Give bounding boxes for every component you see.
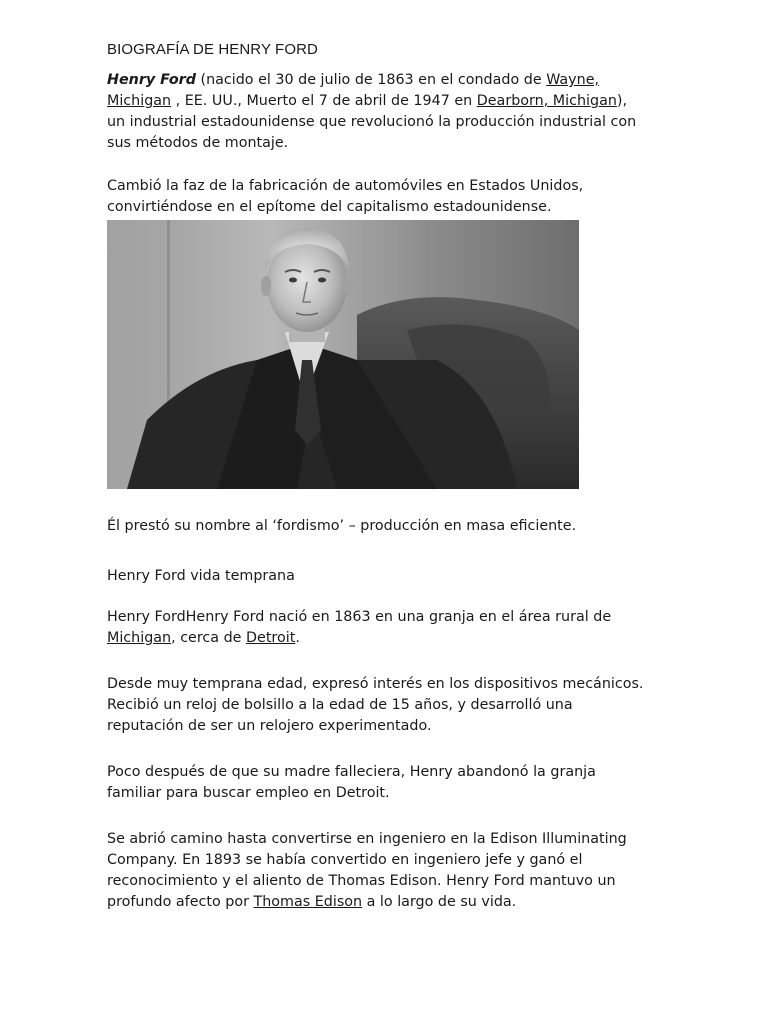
intro-paragraph	[107, 70, 647, 154]
section-heading-early-life: Henry Ford vida temprana	[107, 568, 295, 584]
link-thomas-edison[interactable]: Thomas Edison	[253, 894, 363, 910]
edison-text-2: a lo largo de su vida.	[362, 894, 517, 910]
paragraph-automobile: Cambió la faz de la fabricación de automóviles en Estados Unidos, convirtiéndose en el epítome del capitalismo estadounidense.	[107, 178, 584, 215]
birth-text-1: Henry FordHenry Ford nació en 1863 en una granja en el área rural de	[107, 609, 612, 625]
document-title: BIOGRAFÍA DE HENRY FORD	[107, 41, 318, 58]
subject-name: Henry Ford	[107, 72, 196, 88]
henry-ford-portrait	[107, 220, 579, 489]
paragraph-edison-company	[107, 829, 647, 913]
birth-text-2: , cerca de	[171, 630, 247, 646]
link-detroit[interactable]: Detroit	[246, 630, 296, 646]
link-wayne-michigan[interactable]: Wayne, Michigan	[107, 72, 600, 109]
intro-text-1: (nacido el 30 de julio de 1863 en el condado de	[195, 72, 547, 88]
paragraph-birth	[107, 607, 647, 649]
paragraph-leaving-farm: Poco después de que su madre falleciera, Henry abandonó la granja familiar para buscar empleo en Detroit.	[107, 764, 596, 801]
intro-text-2: , EE. UU., Muerto el 7 de abril de 1947 en	[171, 93, 477, 109]
link-dearborn-michigan[interactable]: Dearborn, Michigan	[476, 93, 617, 109]
edison-text-1: Se abrió camino hasta convertirse en ingeniero en la Edison Illuminating Company. En 1893 se había convertido en ingeniero jefe y ganó el reconocimiento y el aliento de Thomas Edison. Henry Ford mantuvo un profundo afecto por	[107, 831, 627, 910]
paragraph-fordismo: Él prestó su nombre al ‘fordismo’ – producción en masa eficiente.	[107, 518, 577, 534]
intro-text-3: ), un industrial estadounidense que revolucionó la producción industrial con sus métodos de montaje.	[107, 93, 637, 151]
paragraph-mechanical-interest: Desde muy temprana edad, expresó interés en los dispositivos mecánicos. Recibió un reloj de bolsillo a la edad de 15 años, y desarrolló una reputación de ser un relojero experimentado.	[107, 676, 644, 734]
document-page	[107, 40, 647, 913]
birth-text-3: .	[295, 630, 300, 646]
link-michigan[interactable]: Michigan	[107, 630, 172, 646]
